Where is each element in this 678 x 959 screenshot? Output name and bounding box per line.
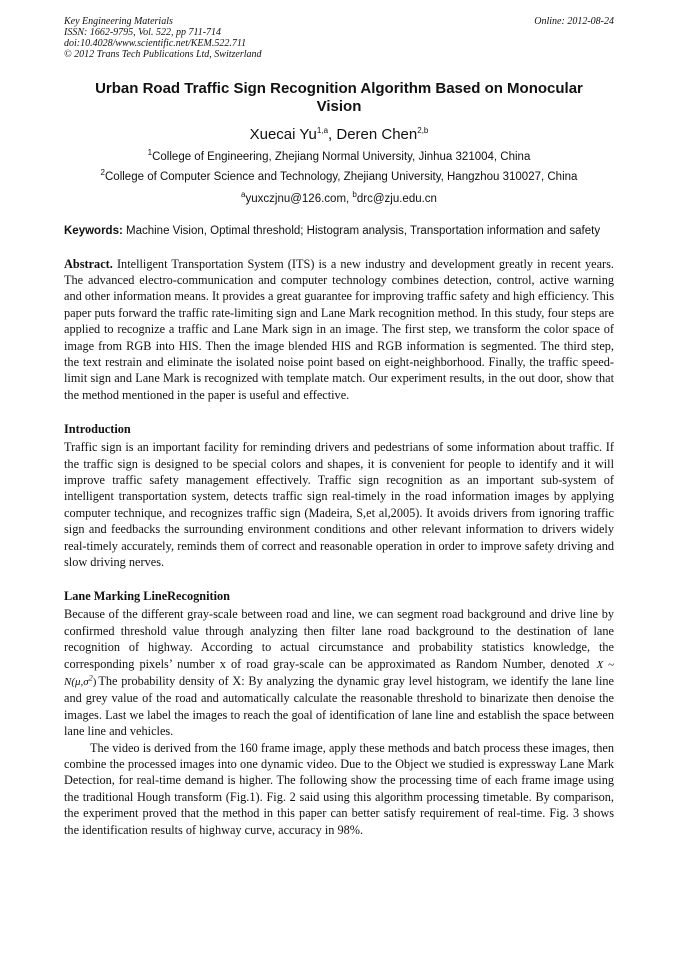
keywords-text: Machine Vision, Optimal threshold; Histogram analysis, Transportation information and safety [122,225,601,237]
affiliation-line [64,150,614,164]
journal-name: Key Engineering Materials [64,16,173,27]
email-superscript: a [241,190,246,200]
abstract-text: Intelligent Transportation System (ITS) is a new industry and development greatly in recent years. The advanced electro-communication and computer technology combines detection, control, active warning and other information means. It provides a great guarantee for improving traffic safety and high efficiency. This paper puts forward the traffic rate-limiting sign and Lane Mark recognition method. In this study, four steps are applied to recognize a traffic and Lane Mark sign in an image. The first step, we transform the color space of image from RGB into HIS. Then the image blended HIS and RGB information is segmented. The third step, the text restrain and eliminate the isolated noise point based on eight-neighborhood. Finally, the traffic speed-limit sign and Lane Mark is recognized with template match. Our experiment results, in the out door, show that the method mentioned in the paper is useful and effective. [64,256,614,402]
affiliation-text: College of Computer Science and Technology, Zhejiang University, Hangzhou 310027, China [105,171,578,183]
section-heading-introduction: Introduction [64,422,131,437]
keywords-block [64,224,614,239]
author-superscript: 2,b [417,126,429,135]
email-address: yuxczjnu@126.com, [245,193,353,205]
formula-exponent: 2 [88,673,93,683]
affiliation-superscript: 2 [100,168,105,178]
email-address: drc@zju.edu.cn [356,193,437,205]
paper-title: Urban Road Traffic Sign Recognition Algorithm Based on Monocular Vision [95,80,583,115]
introduction-paragraph: Traffic sign is an important facility for reminding drivers and pedestrians of some information about traffic. If the traffic sign is designed to be special colors and shapes, it is convenient for people to identify and it will improve traffic safety management effectively. Traffic sign recognition as an important sub-system of intelligent transportation system, detects traffic sign real-timely in the road information images by applying computer technique, and recognizes traffic sign (Madeira, S,et al,2005). It avoids drivers from ignoring traffic sign and feedbacks the surrounding environment conditions and other relevant information to drivers widely real-timely accurately, reminds them of correct and reasonable operation in order to improve safety driving and slow driving nerves. [64,440,614,569]
affiliation-line [64,170,614,184]
doi-line: doi:10.4028/www.scientific.net/KEM.522.711 [64,38,247,49]
formula-lhs: X ~ N( [64,658,615,689]
formula-sigma: ,σ [80,676,89,689]
affiliation-superscript: 1 [147,148,153,158]
journal-header [64,16,614,60]
author-separator: , [328,126,337,143]
keywords-label: Keywords: [64,225,123,237]
formula-mu: μ [75,676,81,689]
author-line [64,126,614,144]
formula-close: ) [92,676,97,689]
lane-paragraph-1 [64,606,614,739]
lane-text-before-formula: Because of the different gray-scale between road and line, we can segment road background and drive line by confirmed threshold value through analyzing then filter lane road background to the destination of lane recognition of highway. According to actual circumstance and probability statistics knowledge, the corresponding pixels’ number x of road gray-scale can be approximated as Random Number, denoted [64,607,614,671]
abstract-label: Abstract. [64,256,113,271]
lane-text-after-formula: The probability density of X: By analyzing the dynamic gray level histogram, we identify the lane line and grey value of the road and automatically calculate the reasonable threshold to binarizate then denoise the images. Last we label the images to reach the goal of identification of lane line and establish the space between lane line and vehicles. [64,674,614,739]
author-superscript: 1,a [316,126,329,135]
author-name: Deren Chen [336,126,418,143]
copyright-line: © 2012 Trans Tech Publications Ltd, Switzerland [64,49,262,60]
email-superscript: b [352,190,357,200]
online-date: Online: 2012-08-24 [534,16,614,27]
email-line [64,192,614,206]
abstract-paragraph [64,256,614,404]
affiliation-text: College of Engineering, Zhejiang Normal University, Jinhua 321004, China [152,151,531,163]
lane-paragraph-2: The video is derived from the 160 frame image, apply these methods and batch process these images, then combine the processed images into one dynamic video. Due to the Object we studied is expressway Lane Mark Detection, for real-time demand is higher. The following show the processing time of each frame image using the traditional Hough transform (Fig.1). Fig. 2 said using this algorithm processing timetable. By comparison, the experiment proved that the method in this paper can better satisfy requirement of real-time. Fig. 3 shows the identification results of highway curve, accuracy in 98%. [64,740,614,837]
issn-line: ISSN: 1662-9795, Vol. 522, pp 711-714 [64,27,222,38]
author-name: Xuecai Yu [249,126,317,143]
section-heading-lane-marking: Lane Marking LineRecognition [64,589,231,604]
